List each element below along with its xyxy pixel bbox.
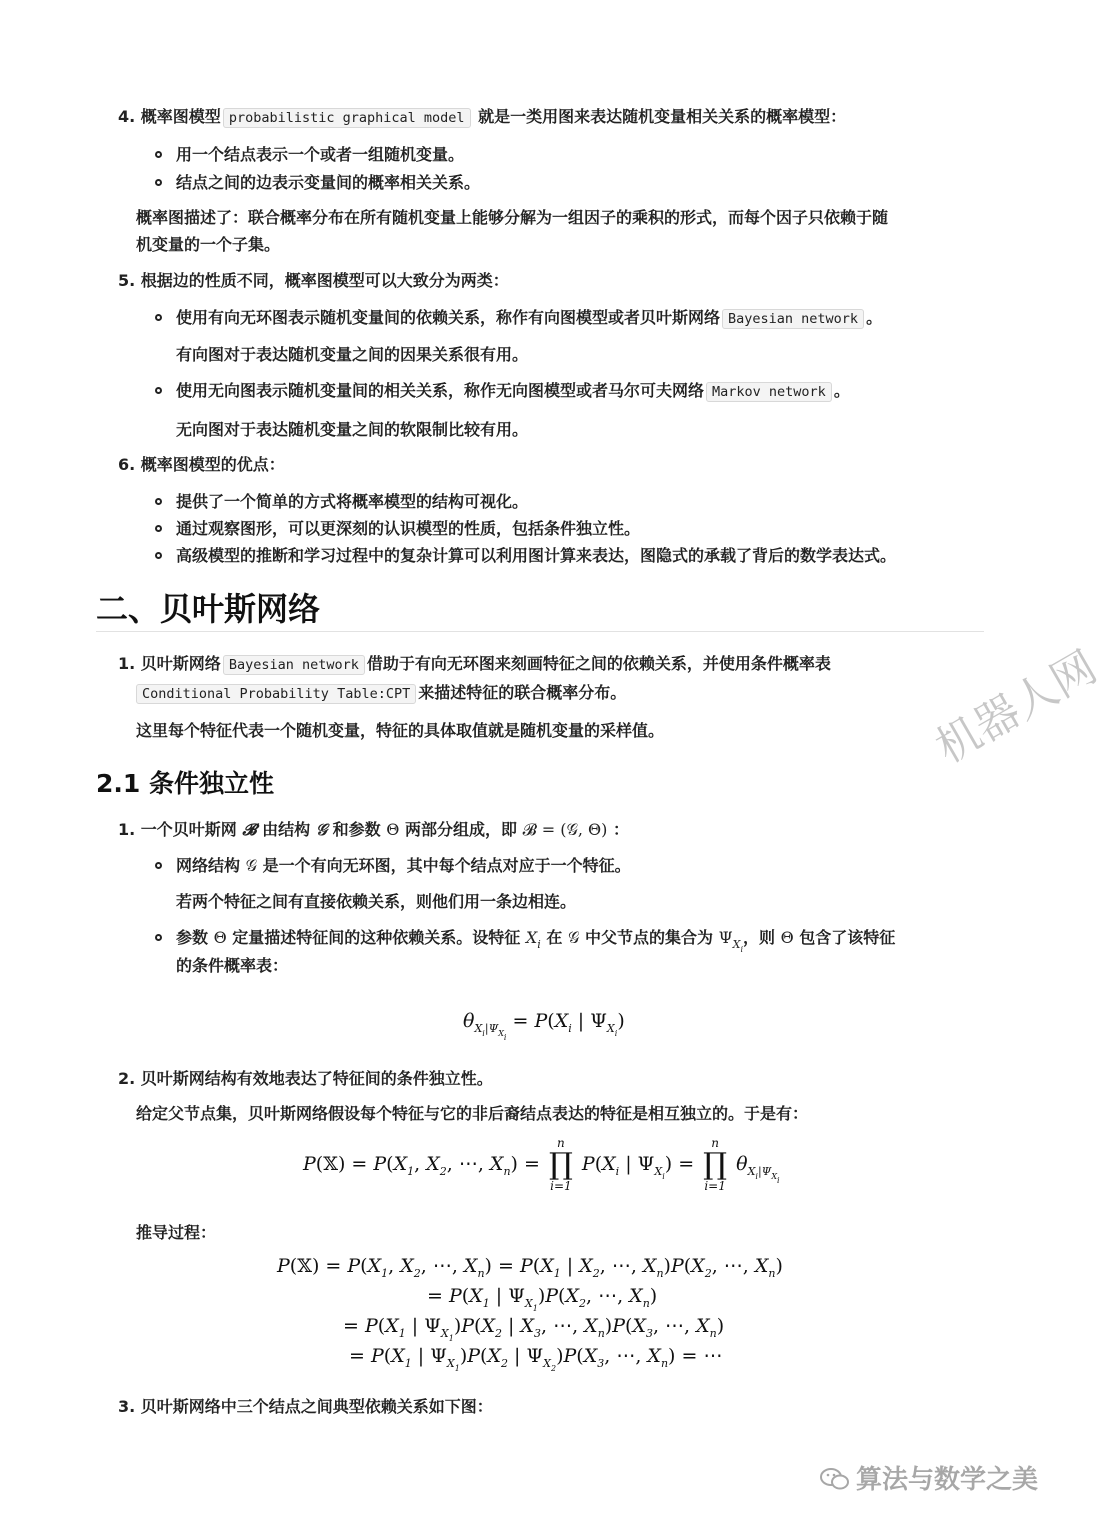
bullet-text: 网络结构 𝒢 是一个有向无环图，其中每个结点对应于一个特征。: [176, 856, 631, 875]
paragraph: 有向图对于表达随机变量之间的因果关系很有用。: [176, 345, 529, 364]
wechat-icon: [820, 1467, 850, 1491]
item-number: 3.: [118, 1397, 136, 1416]
paragraph: 若两个特征之间有直接依赖关系，则他们用一条边相连。: [176, 892, 577, 911]
item-text: 根据边的性质不同，概率图模型可以大致分为两类：: [140, 271, 509, 290]
item-number: 5.: [118, 271, 136, 290]
heading-divider: [96, 631, 984, 632]
inline-code: Bayesian network: [223, 655, 365, 675]
bullet-icon: [155, 498, 162, 505]
text: 中父节点的集合为: [584, 928, 713, 947]
item-number: 1.: [118, 820, 136, 839]
text: 来描述特征的联合概率分布。: [418, 683, 627, 702]
text: 参数: [176, 928, 209, 947]
text: 贝叶斯网络: [140, 654, 221, 673]
formula-derivation-line-4: = $P(X_1$ | $\Psi_{X_1})P(X_2$ | $\Psi_{X_2})P(X_3$, ⋯, $X_n$) = ⋯: [349, 1345, 723, 1373]
inline-code: Conditional Probability Table:CPT: [136, 684, 416, 704]
list-item-1: 1. 一个贝叶斯网 𝓑 由结构 𝒢 和参数 Θ 两部分组成，即 𝓑 = (𝒢, Θ) ：: [118, 820, 630, 839]
paragraph: 这里每个特征代表一个随机变量，特征的具体取值就是随机变量的采样值。: [136, 721, 665, 740]
item-number: 2.: [118, 1069, 136, 1088]
bullet-text: 通过观察图形，可以更深刻的认识模型的性质，包括条件独立性。: [176, 519, 641, 538]
inline-code: Bayesian network: [722, 309, 864, 329]
list-item-1: [118, 653, 831, 676]
paragraph: 无向图对于表达随机变量之间的软限制比较有用。: [176, 420, 529, 439]
bullet-text: 提供了一个简单的方式将概率模型的结构可视化。: [176, 492, 529, 511]
section-heading: 二、贝叶斯网络: [96, 590, 321, 628]
text: ：: [613, 820, 630, 839]
inline-code: Markov network: [706, 382, 832, 402]
text: 借助于有向无环图来刻画特征之间的依赖关系，并使用条件概率表: [366, 654, 831, 673]
text: 网络结构: [176, 856, 241, 875]
paragraph: 推导过程：: [136, 1223, 217, 1242]
bullet-text: [176, 307, 882, 330]
text: 使用有向无环图表示随机变量间的依赖关系，称作有向图模型或者贝叶斯网络: [176, 308, 721, 327]
text: ，则: [743, 928, 776, 947]
formula-derivation-line-1: P(𝕏) = $P(X_1$, $X_2$, ⋯, $X_n) = P(X_1$ | $X_2$, ⋯, $X_n)P(X_2$, ⋯, $X_n$): [277, 1255, 783, 1280]
formula-theta: $\theta_{X_i|\Psi_{Xi}} = P(X_i$ | $\Psi_{X_i}$): [463, 1010, 625, 1042]
list-item-6: [118, 454, 285, 476]
bullet-icon: [155, 179, 162, 186]
paragraph: 给定父节点集，贝叶斯网络假设每个特征与它的非后裔结点表达的特征是相互独立的。于是有：: [136, 1104, 809, 1123]
watermark-footer: [820, 1459, 1038, 1496]
bullet-icon: [155, 151, 162, 158]
item-number: 6.: [118, 455, 136, 474]
inline-code: probabilistic graphical model: [223, 108, 471, 128]
bullet-text: [176, 380, 850, 403]
formula-derivation-line-2: = $P(X_1$ | $\Psi_{X_1})P(X_2$, ⋯, $X_n$): [427, 1285, 658, 1313]
text: 。: [866, 308, 883, 327]
text: 贝叶斯网结构有效地表达了特征间的条件独立性。: [140, 1069, 493, 1088]
bullet-text: 用一个结点表示一个或者一组随机变量。: [176, 145, 465, 164]
text: 贝叶斯网络中三个结点之间典型依赖关系如下图：: [140, 1397, 493, 1416]
paragraph: 的条件概率表：: [176, 956, 289, 975]
text: 一个贝叶斯网: [140, 820, 237, 839]
list-item-4: [118, 106, 846, 129]
item-number: 1.: [118, 654, 136, 673]
footer-text: 算法与数学之美: [856, 1465, 1039, 1495]
text: 定量描述特征间的这种依赖关系。设特征: [232, 928, 521, 947]
list-item-3: [118, 1396, 493, 1418]
text: 两部分组成，即: [404, 820, 517, 839]
list-item-2: [118, 1068, 493, 1090]
text: 和参数: [332, 820, 381, 839]
list-item-5: [118, 270, 509, 292]
text: 包含了该特征: [799, 928, 896, 947]
formula-joint-product: P(𝕏) = $P(X_1$, $X_2$, ⋯, $X_n$) = n ∏ i=1 $P(X_i$ | $\Psi_{X_i}$) = n ∏ i=1 $\theta_{X_i|\Psi_{Xi}}$: [303, 1136, 780, 1193]
bullet-icon: [155, 862, 162, 869]
text: 使用无向图表示随机变量间的相关关系，称作无向图模型或者马尔可夫网络: [176, 381, 705, 400]
item-text: 概率图模型的优点：: [140, 455, 285, 474]
formula-derivation-line-3: = $P(X_1$ | $\Psi_{X_1})P(X_2$ | $X_3$, ⋯, $X_n)P(X_3$, ⋯, $X_n$): [343, 1315, 725, 1343]
bullet-text: 高级模型的推断和学习过程中的复杂计算可以利用图计算来表达，图隐式的承载了背后的数学表达式。: [176, 546, 897, 565]
item-number: 4.: [118, 107, 136, 126]
paragraph: 机变量的一个子集。: [136, 235, 281, 254]
paragraph: 概率图描述了：联合概率分布在所有随机变量上能够分解为一组因子的乘积的形式，而每个因子只依赖于随: [136, 208, 889, 227]
bullet-icon: [155, 934, 162, 941]
bullet-icon: [155, 525, 162, 532]
text: 是一个有向无环图，其中每个结点对应于一个特征。: [262, 856, 631, 875]
item-text: 就是一类用图来表达随机变量相关关系的概率模型：: [478, 107, 847, 126]
item-text: 概率图模型: [140, 107, 221, 126]
bullet-text: 结点之间的边表示变量间的概率相关关系。: [176, 173, 481, 192]
bullet-icon: [155, 387, 162, 394]
list-item-1-cont: [134, 682, 626, 705]
bullet-icon: [155, 314, 162, 321]
watermark-diagonal: 机器人网: [927, 641, 1106, 774]
text: 。: [833, 381, 850, 400]
bullet-text: 参数 Θ 定量描述特征间的这种依赖关系。设特征 $X_i$ 在 𝒢 中父节点的集合为 $\Psi_{X_i}$，则 Θ 包含了该特征: [176, 928, 896, 954]
subsection-heading: 2.1 条件独立性: [96, 769, 274, 798]
text: 由结构: [262, 820, 311, 839]
text: 在: [546, 928, 563, 947]
bullet-icon: [155, 552, 162, 559]
